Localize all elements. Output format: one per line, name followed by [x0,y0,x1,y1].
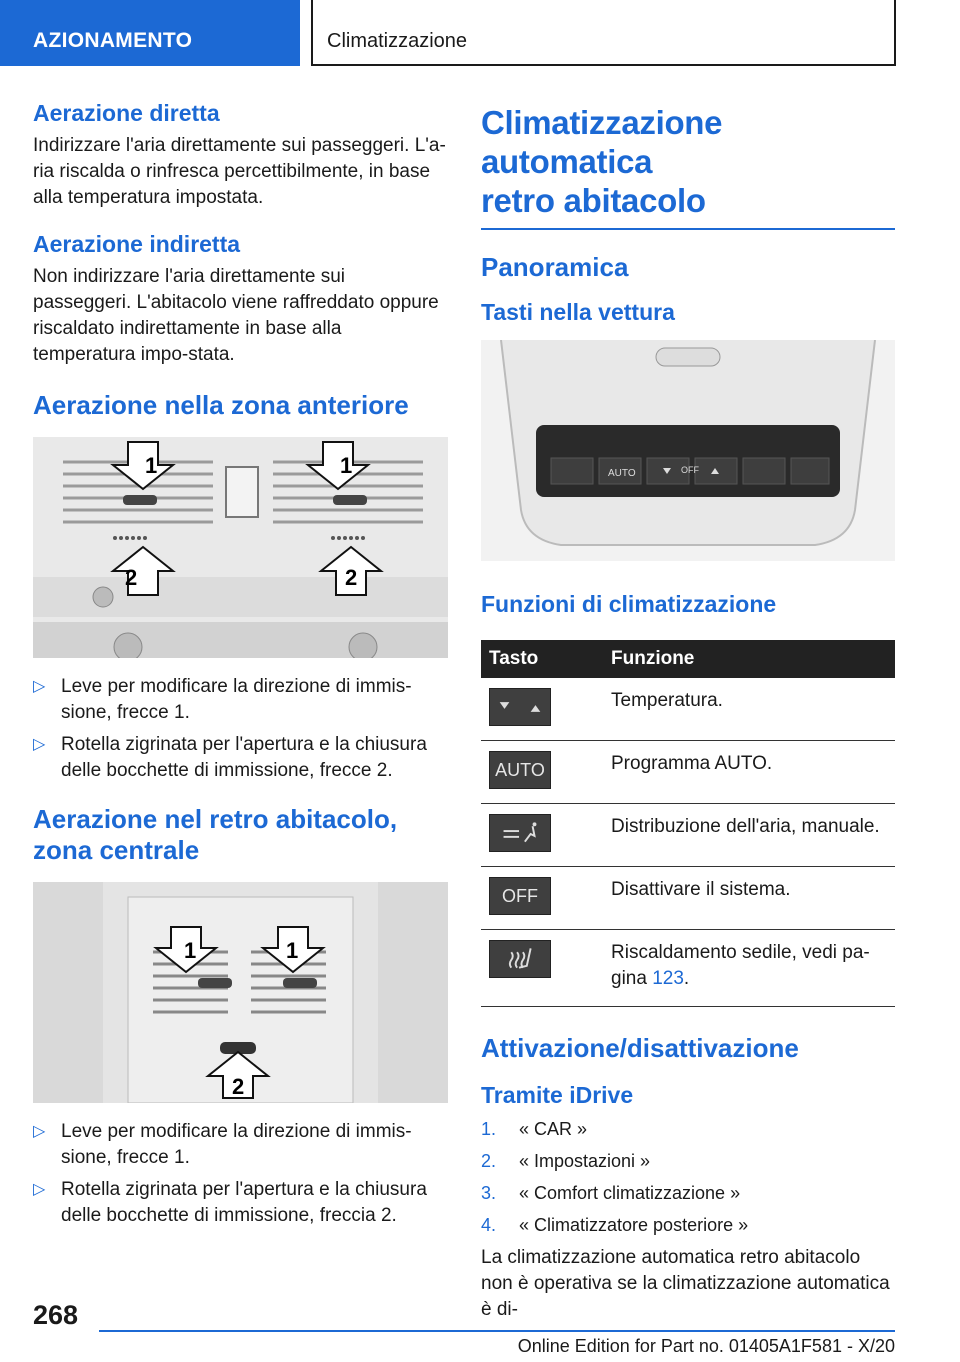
callout-1-left: 1 [184,938,197,963]
function-temperatura: Temperatura. [603,678,895,741]
function-riscaldamento: Riscaldamento sedile, vedi pa-gina 123. [603,930,895,1007]
seat-heating-icon [489,940,551,978]
page-link-123[interactable]: 123 [652,968,684,989]
right-column [481,103,895,1323]
heading-idrive: Tramite iDrive [481,1082,634,1108]
bullet-icon: ▷ [33,736,46,753]
list-item: ▷ Rotella zigrinata per l'apertura e la chiusura delle bocchette di immissione, freccia 2. [33,1179,427,1226]
column-header-tasto: Tasto [481,640,603,678]
rear-panel-image [481,340,895,561]
heading-retro-line2: zona centrale [33,835,200,865]
table-row [481,930,895,1007]
functions-table [481,640,895,1007]
list-item: ▷ Rotella zigrinata per l'apertura e la chiusura delle bocchette di immissione, frecce 2. [33,734,427,781]
table-row [481,741,895,804]
bullet-icon: ▷ [33,1123,46,1140]
closing-text: La climatizzazione automatica retro abitacolo non è operativa se la climatizzazione automatica è di- [481,1247,890,1320]
front-vents-list [33,674,448,784]
bullet-icon: ▷ [33,1181,46,1198]
list-item: 2. « Impostazioni » [481,1151,651,1171]
list-item: 4. « Climatizzatore posteriore » [481,1215,749,1235]
edition-text: Online Edition for Part no. 01405A1F581 - X/20 [517,1336,895,1356]
title-rule [481,228,895,230]
heading-retro-line1: Aerazione nel retro abitacolo, [33,804,398,834]
heading-aerazione-indiretta: Aerazione indiretta [33,231,241,257]
panel-off-label: OFF [681,465,699,475]
list-item: 1. « CAR » [481,1119,588,1139]
panel-auto-label: AUTO [608,468,636,479]
temperature-arrows-icon [489,688,551,726]
function-auto: Programma AUTO. [603,741,895,804]
heading-climatizzazione-line2: retro abitacolo [481,182,706,219]
footer-rule [99,1330,895,1332]
heading-funzioni: Funzioni di climatizzazione [481,591,777,617]
heading-panoramica: Panoramica [481,252,629,282]
list-item: ▷ Leve per modificare la direzione di immis-sione, frecce 1. [33,676,412,723]
front-vents-image [33,437,448,658]
auto-key: AUTO [489,751,551,789]
heading-zona-anteriore: Aerazione nella zona anteriore [33,390,409,420]
callout-1-left: 1 [145,453,158,478]
chapter-title: Climatizzazione [327,30,468,52]
heading-aerazione-diretta: Aerazione diretta [33,100,220,126]
bullet-icon: ▷ [33,678,46,695]
air-distribution-icon [489,814,551,852]
callout-2: 2 [232,1074,245,1099]
function-distribuzione: Distribuzione dell'aria, manuale. [603,804,895,867]
section-tab [0,0,300,66]
list-item: ▷ Leve per modificare la direzione di immis-sione, frecce 1. [33,1121,412,1168]
idrive-steps [481,1113,895,1241]
heading-attivazione: Attivazione/disattivazione [481,1033,799,1063]
off-key: OFF [489,877,551,915]
table-row [481,678,895,741]
page-number: 268 [33,1300,79,1330]
text-aerazione-indiretta: Non indirizzare l'aria direttamente sui passeggeri. L'abitacolo viene raffreddato oppure riscaldato indirettamente in base alla temperatura impo-stata. [33,266,439,365]
left-column [33,100,448,1235]
list-item: 3. « Comfort climatizzazione » [481,1183,741,1203]
callout-1-right: 1 [340,453,353,478]
function-off: Disattivare il sistema. [603,867,895,930]
rear-vents-list [33,1119,448,1229]
table-row [481,804,895,867]
callout-2-right: 2 [345,565,358,590]
section-title: AZIONAMENTO [33,29,193,52]
callout-2-left: 2 [125,565,138,590]
text-aerazione-diretta: Indirizzare l'aria direttamente sui passeggeri. L'a-ria riscalda o rinfresca percettibilmente, in base alla temperatura impostata. [33,135,446,208]
rear-vents-image [33,882,448,1103]
table-row [481,867,895,930]
heading-climatizzazione-line1: Climatizzazione automatica [481,104,723,180]
heading-tasti: Tasti nella vettura [481,299,675,325]
callout-1-right: 1 [286,938,299,963]
chapter-tab [311,0,896,66]
column-header-funzione: Funzione [603,640,895,678]
